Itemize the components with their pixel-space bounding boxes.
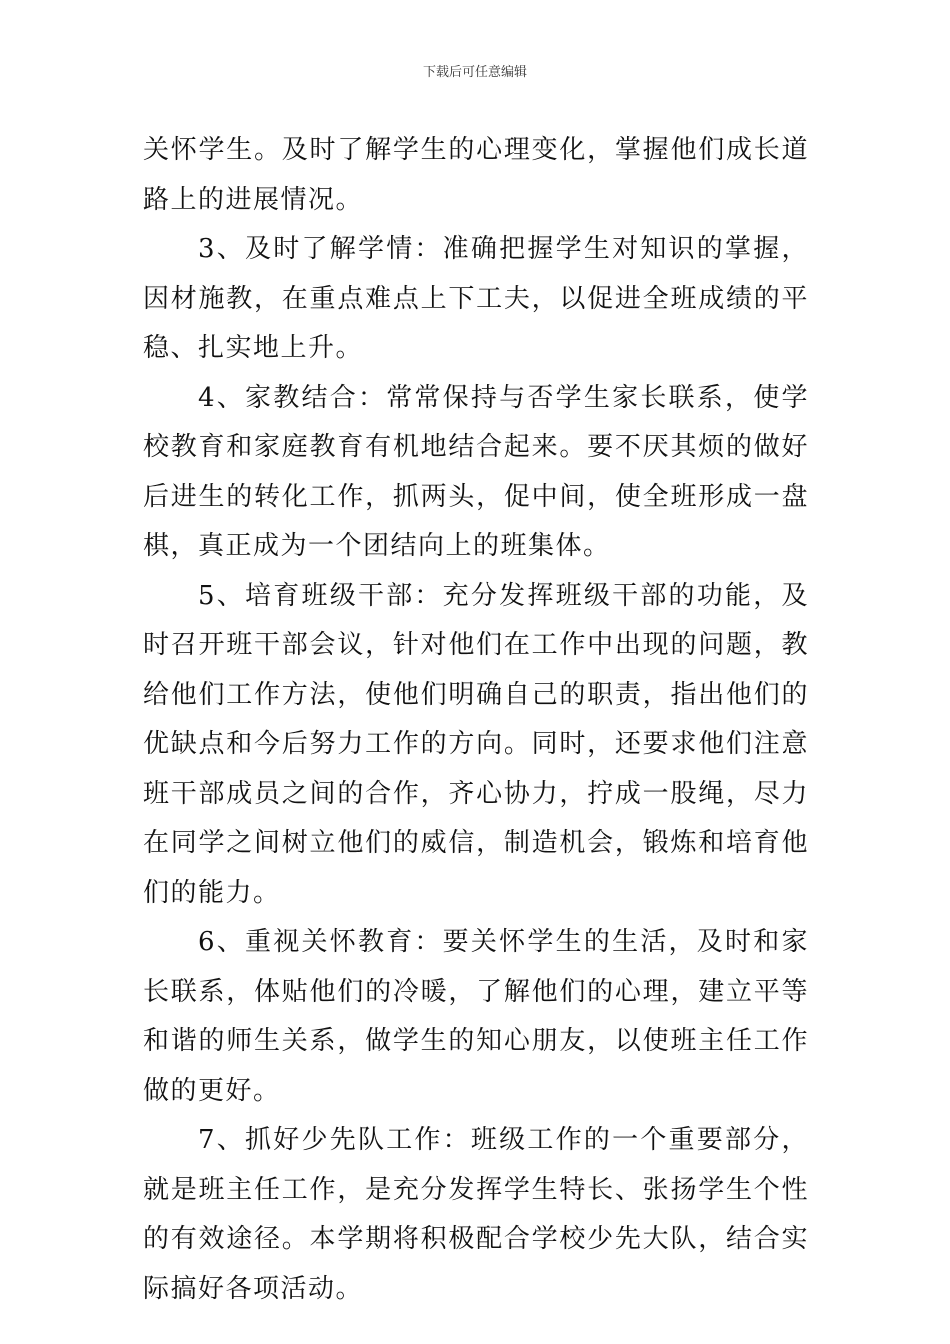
paragraph-item-7: 7、抓好少先队工作：班级工作的一个重要部分，就是班主任工作，是充分发挥学生特长、张扬学生个性的有效途径。本学期将积极配合学校少先大队，结合实际搞好各项活动。 <box>143 1125 809 1304</box>
paragraph-item-3: 3、及时了解学情：准确把握学生对知识的掌握，因材施教，在重点难点上下工夫，以促进全班成绩的平稳、扎实地上升。 <box>143 234 809 363</box>
paragraph-item-6: 6、重视关怀教育：要关怀学生的生活，及时和家长联系，体贴他们的冷暖，了解他们的心理，建立平等和谐的师生关系，做学生的知心朋友，以使班主任工作做的更好。 <box>143 927 809 1106</box>
paragraph-item-4: 4、家教结合：常常保持与否学生家长联系，使学校教育和家庭教育有机地结合起来。要不厌其烦的做好后进生的转化工作，抓两头，促中间，使全班形成一盘棋，真正成为一个团结向上的班集体。 <box>143 382 809 561</box>
document-body <box>143 126 809 1314</box>
page-header: 下载后可任意编辑 <box>422 65 527 80</box>
paragraph-continuation: 关怀学生。及时了解学生的心理变化，掌握他们成长道路上的进展情况。 <box>143 135 809 215</box>
paragraph-item-5: 5、培育班级干部：充分发挥班级干部的功能，及时召开班干部会议，针对他们在工作中出现的问题，教给他们工作方法，使他们明确自己的职责，指出他们的优缺点和今后努力工作的方向。同时，还要求他们注意班干部成员之间的合作，齐心协力，拧成一股绳，尽力在同学之间树立他们的威信，制造机会，锻炼和培育他们的能力。 <box>143 580 809 908</box>
